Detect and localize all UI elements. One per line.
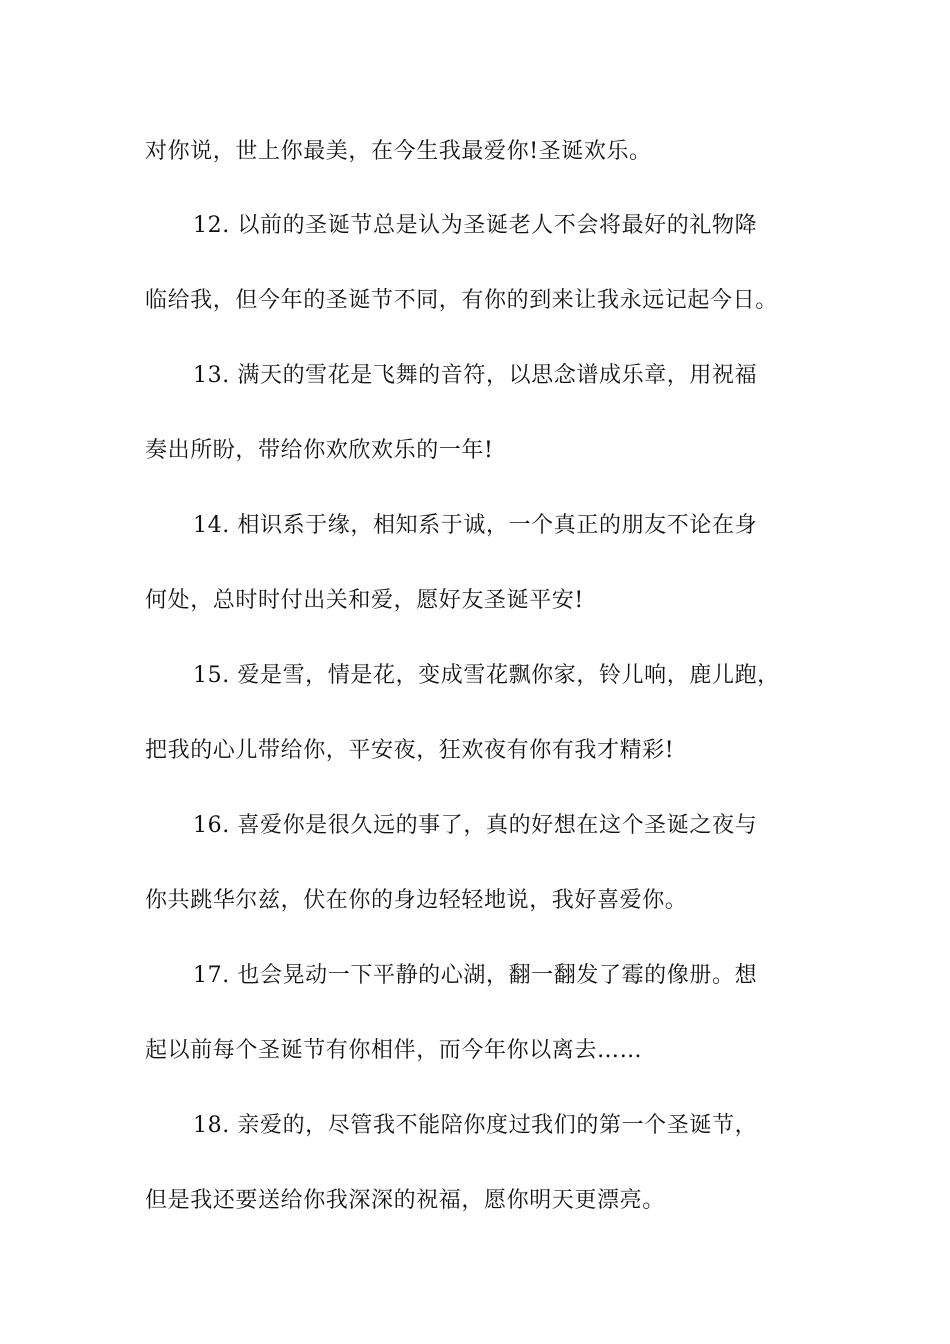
paragraph-15-line-2: 把我的心儿带给你，平安夜，狂欢夜有你有我才精彩! [145,738,675,763]
paragraph-13-line-2: 奏出所盼，带给你欢欣欢乐的一年! [145,438,494,463]
paragraph-14-line-1: 14. 相识系于缘，相知系于诚，一个真正的朋友不论在身 [193,513,758,538]
paragraph-13-line-1: 13. 满天的雪花是飞舞的音符，以思念谱成乐章，用祝福 [193,363,758,388]
paragraph-12-line-1: 12. 以前的圣诞节总是认为圣诞老人不会将最好的礼物降 [193,213,758,238]
paragraph-18-line-2: 但是我还要送给你我深深的祝福，愿你明天更漂亮。 [145,1188,665,1213]
paragraph-15-line-1: 15. 爱是雪，情是花，变成雪花飘你家，铃儿响，鹿儿跑， [193,663,780,688]
paragraph-17-line-1: 17. 也会晃动一下平静的心湖，翻一翻发了霉的像册。想 [193,963,758,988]
paragraph-14-line-2: 何处，总时时付出关和爱，愿好友圣诞平安! [145,588,584,613]
paragraph-12-line-2: 临给我，但今年的圣诞节不同，有你的到来让我永远记起今日。 [145,288,778,313]
paragraph-16-line-1: 16. 喜爱你是很久远的事了，真的好想在这个圣诞之夜与 [193,813,758,838]
text-line: 对你说，世上你最美，在今生我最爱你!圣诞欢乐。 [145,139,652,164]
paragraph-18-line-1: 18. 亲爱的，尽管我不能陪你度过我们的第一个圣诞节， [193,1113,758,1138]
paragraph-16-line-2: 你共跳华尔兹，伏在你的身边轻轻地说，我好喜爱你。 [145,888,688,913]
paragraph-17-line-2: 起以前每个圣诞节有你相伴，而今年你以离去…… [145,1038,643,1063]
